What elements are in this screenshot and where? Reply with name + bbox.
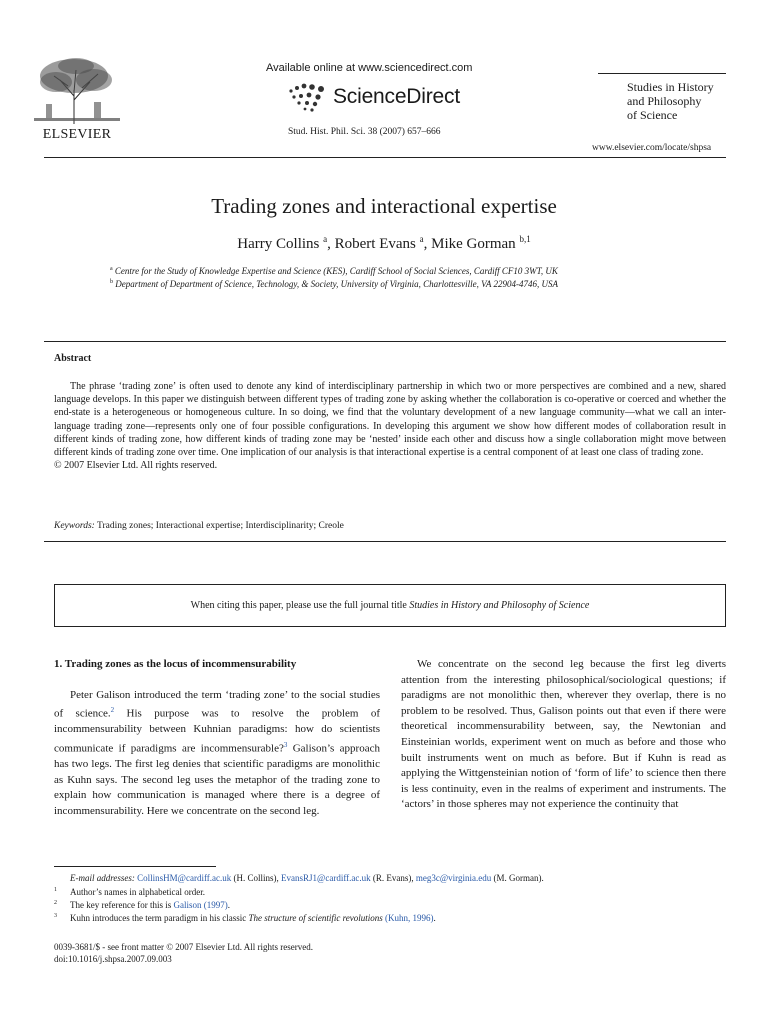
- journal-name: [627, 80, 714, 122]
- footnote-end: .: [433, 913, 436, 923]
- keywords-label: Keywords:: [54, 521, 95, 531]
- footnote-text: Author’s names in alphabetical order.: [70, 887, 206, 897]
- citation-notice-text: When citing this paper, please use the full journal title: [190, 600, 410, 611]
- body-paragraph: We concentrate on the second leg because the first leg diverts attention from the interesting philosophical/sociological questions; if paradigms are not monolithic then, wherever they overlap, there is no problem to be resolved. Thus, Galison points out that even if there were theoretical incommensurability between, say, the Newtonian and Einsteinian worlds, experiment went on much as before and those who built instruments went on much as before. But if Kuhn is read as applying the Wittgensteinian notion of ‘form of life’ to science then there is less continuity, even in the realms of experiment and instruments. The ‘actors’ in those spheres may not experience the continuity that: [401, 658, 726, 811]
- reference-link-galison[interactable]: Galison (1997): [173, 900, 228, 910]
- section-heading: 1. Trading zones as the locus of incommensurability: [54, 658, 297, 670]
- author-affiliation-mark[interactable]: a: [419, 234, 424, 244]
- email-owner: (H. Collins),: [231, 873, 282, 883]
- publisher-name: ELSEVIER: [42, 127, 112, 142]
- abstract-heading: Abstract: [54, 353, 92, 364]
- affiliation-text: Centre for the Study of Knowledge Expertise and Science (KES), Cardiff School of Social Sciences, Cardiff CF10 3WT, UK: [114, 266, 558, 276]
- footnote-ref-2[interactable]: 2: [110, 706, 115, 715]
- footnote-ref-3[interactable]: 3: [283, 741, 288, 750]
- article-title: Trading zones and interactional expertise: [211, 194, 557, 218]
- author-affiliation-mark[interactable]: a: [323, 234, 328, 244]
- paragraph-text: His purpose was to resolve the problem of incommensurability between Kuhnian paradigms: how do scientists communicate if paradigms are incommensurable?: [54, 707, 381, 755]
- email-link-collins[interactable]: CollinsHM@cardiff.ac.uk: [137, 873, 232, 883]
- front-matter-line: 0039-3681/$ - see front matter © 2007 Elsevier Ltd. All rights reserved.: [54, 942, 314, 952]
- affiliation-mark: a: [110, 266, 113, 272]
- abstract-bottom-divider: [44, 541, 726, 542]
- author-affiliation-mark[interactable]: b,1: [519, 234, 531, 244]
- footnote-1: [54, 887, 205, 897]
- header-divider: [44, 157, 726, 158]
- journal-name-line: of Science: [627, 108, 678, 122]
- sciencedirect-brand: ScienceDirect: [333, 85, 460, 108]
- keywords: [54, 521, 344, 531]
- body-paragraph: [54, 688, 380, 820]
- citation-journal-title: Studies in History and Philosophy of Science: [409, 600, 590, 611]
- keywords-list: Trading zones; Interactional expertise; Interdisciplinarity; Creole: [97, 521, 344, 531]
- email-owner: (M. Gorman).: [491, 873, 544, 883]
- author-name: Robert Evans: [334, 236, 416, 252]
- footnote-divider: [54, 866, 216, 867]
- footnote-end: .: [227, 900, 230, 910]
- affiliation: [110, 266, 558, 276]
- footnote-2: [54, 900, 230, 910]
- paragraph-text: Galison’s approach has two legs. The first leg denies that scientific paradigms are monolithic as Kuhn says. The second leg uses the metaphor of the trading zone to explain how communication is managed where there is a degree of incommensurability. Here we concentrate on the second leg.: [54, 742, 380, 818]
- footnote-mark: 2: [54, 900, 57, 906]
- author-name: Harry Collins: [237, 236, 320, 252]
- left-column: [54, 657, 380, 820]
- email-owner: (R. Evans),: [370, 873, 416, 883]
- citation-notice-box: [54, 584, 726, 627]
- journal-citation: Stud. Hist. Phil. Sci. 38 (2007) 657–666: [288, 127, 441, 137]
- journal-name-line: and Philosophy: [627, 94, 702, 108]
- journal-name-rule: [598, 73, 726, 74]
- affiliation-mark: b: [110, 279, 113, 285]
- footnote-text: Kuhn introduces the term paradigm in his classic: [70, 913, 249, 923]
- footnote-mark: 3: [54, 913, 57, 919]
- abstract-text: The phrase ‘trading zone’ is often used to denote any kind of interdisciplinary partnership in which two or more perspectives are combined and a new, shared language develops. In this paper we distinguish between different types of trading zone by asking whether the collaboration is co-operative or coerced and whether the end-state is a heterogeneous or homogeneous culture. In so doing, we find that the voluntary development of a new language community—what we call an inter-language trading zone—represents only one of four possible configurations. In developing this argument we show how different modes of collaboration result in different kinds of trading zone, how different kinds of trading zone may be ‘nested’ inside each other and discuss how a single collaboration might move between different kinds of trading zone over time. One implication of our analysis is that interactional expertise is a central component of at least one class of trading zone.: [54, 381, 726, 459]
- footnote-text: The key reference for this is: [70, 900, 174, 910]
- author-list: Harry Collins $^a$, Robert Evans $^a$, Mike Gorman $^{b,1}$: [237, 234, 531, 252]
- footnote-3: [54, 913, 436, 923]
- email-link-gorman[interactable]: meg3c@virginia.edu: [415, 873, 492, 883]
- email-link-evans[interactable]: EvansRJ1@cardiff.ac.uk: [281, 873, 371, 883]
- abstract-copyright: © 2007 Elsevier Ltd. All rights reserved.: [54, 460, 218, 472]
- paragraph-text: Peter Galison introduced the term ‘trading zone’ to the social studies of science.: [54, 688, 380, 720]
- abstract-body: [54, 380, 726, 472]
- right-column: [401, 657, 726, 813]
- journal-name-line: Studies in History: [627, 80, 714, 94]
- available-online-text: Available online at www.sciencedirect.com: [266, 62, 473, 74]
- journal-url-link[interactable]: www.elsevier.com/locate/shpsa: [592, 143, 712, 153]
- book-title: The structure of scientific revolutions: [248, 913, 383, 923]
- front-matter: [54, 941, 313, 965]
- doi-text: doi:10.1016/j.shpsa.2007.09.003: [54, 954, 172, 964]
- elsevier-tree-logo: [24, 56, 130, 126]
- author-name: Mike Gorman: [431, 236, 516, 252]
- affiliation: [110, 279, 558, 289]
- footnote-emails: [70, 873, 544, 883]
- email-label: E-mail addresses:: [70, 873, 135, 883]
- abstract-top-divider: [44, 341, 726, 342]
- reference-link-kuhn[interactable]: (Kuhn, 1996): [385, 913, 434, 923]
- affiliation-text: Department of Department of Science, Technology, & Society, University of Virginia, Charlottesville, VA 22904-4746, USA: [115, 279, 559, 289]
- footnote-mark: 1: [54, 887, 57, 893]
